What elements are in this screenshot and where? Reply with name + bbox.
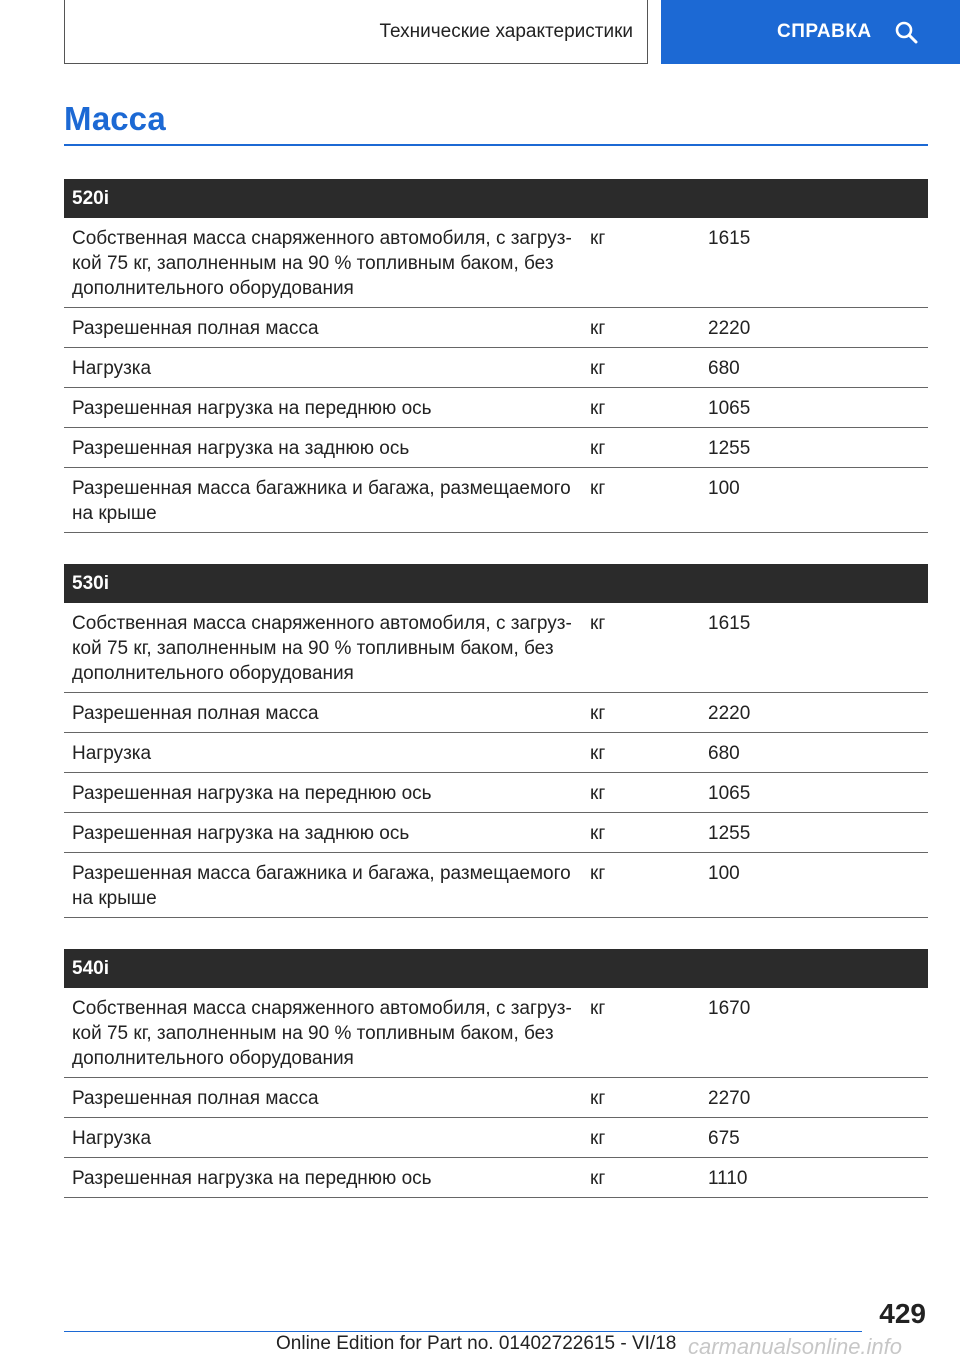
table-row (64, 428, 928, 468)
row-label: Разрешенная полная масса (72, 1088, 319, 1109)
table-row (64, 603, 928, 693)
row-value: 1065 (708, 783, 751, 804)
spec-table (64, 564, 928, 918)
model-header: 540i (64, 949, 928, 988)
header-section-title (64, 0, 648, 64)
watermark: carmanualsonline.info (688, 1334, 903, 1359)
row-unit: кг (590, 703, 606, 724)
row-value: 675 (708, 1128, 740, 1149)
row-value: 2270 (708, 1088, 751, 1109)
table-row (64, 388, 928, 428)
help-button-label: СПРАВКА (777, 21, 872, 42)
row-label: Собственная масса снаряженного автомобиля, с загруз-кой 75 кг, заполненным на 90 % топливным баком, без дополнительного оборудования (72, 998, 572, 1069)
table-row (64, 468, 928, 533)
table-row (64, 1078, 928, 1118)
row-unit: кг (590, 398, 606, 419)
row-value: 2220 (708, 318, 751, 339)
table-row (64, 218, 928, 308)
row-value: 1110 (708, 1168, 748, 1189)
footer-divider (64, 1331, 862, 1332)
row-value: 100 (708, 863, 740, 884)
row-unit: кг (590, 1168, 606, 1189)
row-label: Разрешенная нагрузка на заднюю ось (72, 823, 410, 844)
row-unit: кг (590, 743, 606, 764)
row-unit: кг (590, 613, 606, 634)
row-unit: кг (590, 438, 606, 459)
row-label: Собственная масса снаряженного автомобиля, с загруз-кой 75 кг, заполненным на 90 % топливным баком, без дополнительного оборудования (72, 613, 572, 684)
page-title: Масса (64, 100, 166, 137)
table-row (64, 773, 928, 813)
table-row (64, 733, 928, 773)
table-row (64, 693, 928, 733)
table-row (64, 813, 928, 853)
row-label: Разрешенная нагрузка на переднюю ось (72, 1168, 432, 1189)
row-unit: кг (590, 228, 606, 249)
row-unit: кг (590, 783, 606, 804)
title-divider (64, 144, 928, 146)
row-label: Нагрузка (72, 743, 152, 764)
table-row (64, 1158, 928, 1198)
row-value: 680 (708, 743, 740, 764)
spec-table (64, 949, 928, 1198)
row-label: Разрешенная нагрузка на заднюю ось (72, 438, 410, 459)
row-unit: кг (590, 1088, 606, 1109)
row-value: 1615 (708, 613, 751, 634)
edition-text: Online Edition for Part no. 01402722615 - VI/18 (276, 1333, 677, 1354)
row-label: Разрешенная полная масса (72, 703, 319, 724)
help-button[interactable] (661, 0, 960, 64)
page-number: 429 (879, 1298, 926, 1329)
model-header: 520i (64, 179, 928, 218)
row-unit: кг (590, 998, 606, 1019)
row-unit: кг (590, 318, 606, 339)
row-unit: кг (590, 478, 606, 499)
table-row (64, 1118, 928, 1158)
row-value: 2220 (708, 703, 751, 724)
table-row (64, 853, 928, 918)
row-label: Собственная масса снаряженного автомобиля, с загруз-кой 75 кг, заполненным на 90 % топливным баком, без дополнительного оборудования (72, 228, 572, 299)
row-unit: кг (590, 358, 606, 379)
row-value: 1670 (708, 998, 751, 1019)
row-value: 1255 (708, 823, 751, 844)
row-value: 1065 (708, 398, 751, 419)
row-label: Разрешенная масса багажника и багажа, размещаемого на крыше (72, 863, 571, 909)
row-label: Нагрузка (72, 1128, 152, 1149)
row-value: 1615 (708, 228, 751, 249)
row-unit: кг (590, 823, 606, 844)
row-value: 680 (708, 358, 740, 379)
row-unit: кг (590, 1128, 606, 1149)
row-label: Разрешенная нагрузка на переднюю ось (72, 783, 432, 804)
table-row (64, 348, 928, 388)
row-label: Разрешенная нагрузка на переднюю ось (72, 398, 432, 419)
row-label: Нагрузка (72, 358, 152, 379)
search-icon (894, 20, 918, 44)
model-header: 530i (64, 564, 928, 603)
table-row (64, 308, 928, 348)
section-title-text: Технические характеристики (379, 20, 633, 42)
row-label: Разрешенная полная масса (72, 318, 319, 339)
row-label: Разрешенная масса багажника и багажа, размещаемого на крыше (72, 478, 571, 524)
spec-table (64, 179, 928, 533)
row-value: 100 (708, 478, 740, 499)
table-row (64, 988, 928, 1078)
row-value: 1255 (708, 438, 751, 459)
mass-tables (64, 179, 928, 1229)
row-unit: кг (590, 863, 606, 884)
